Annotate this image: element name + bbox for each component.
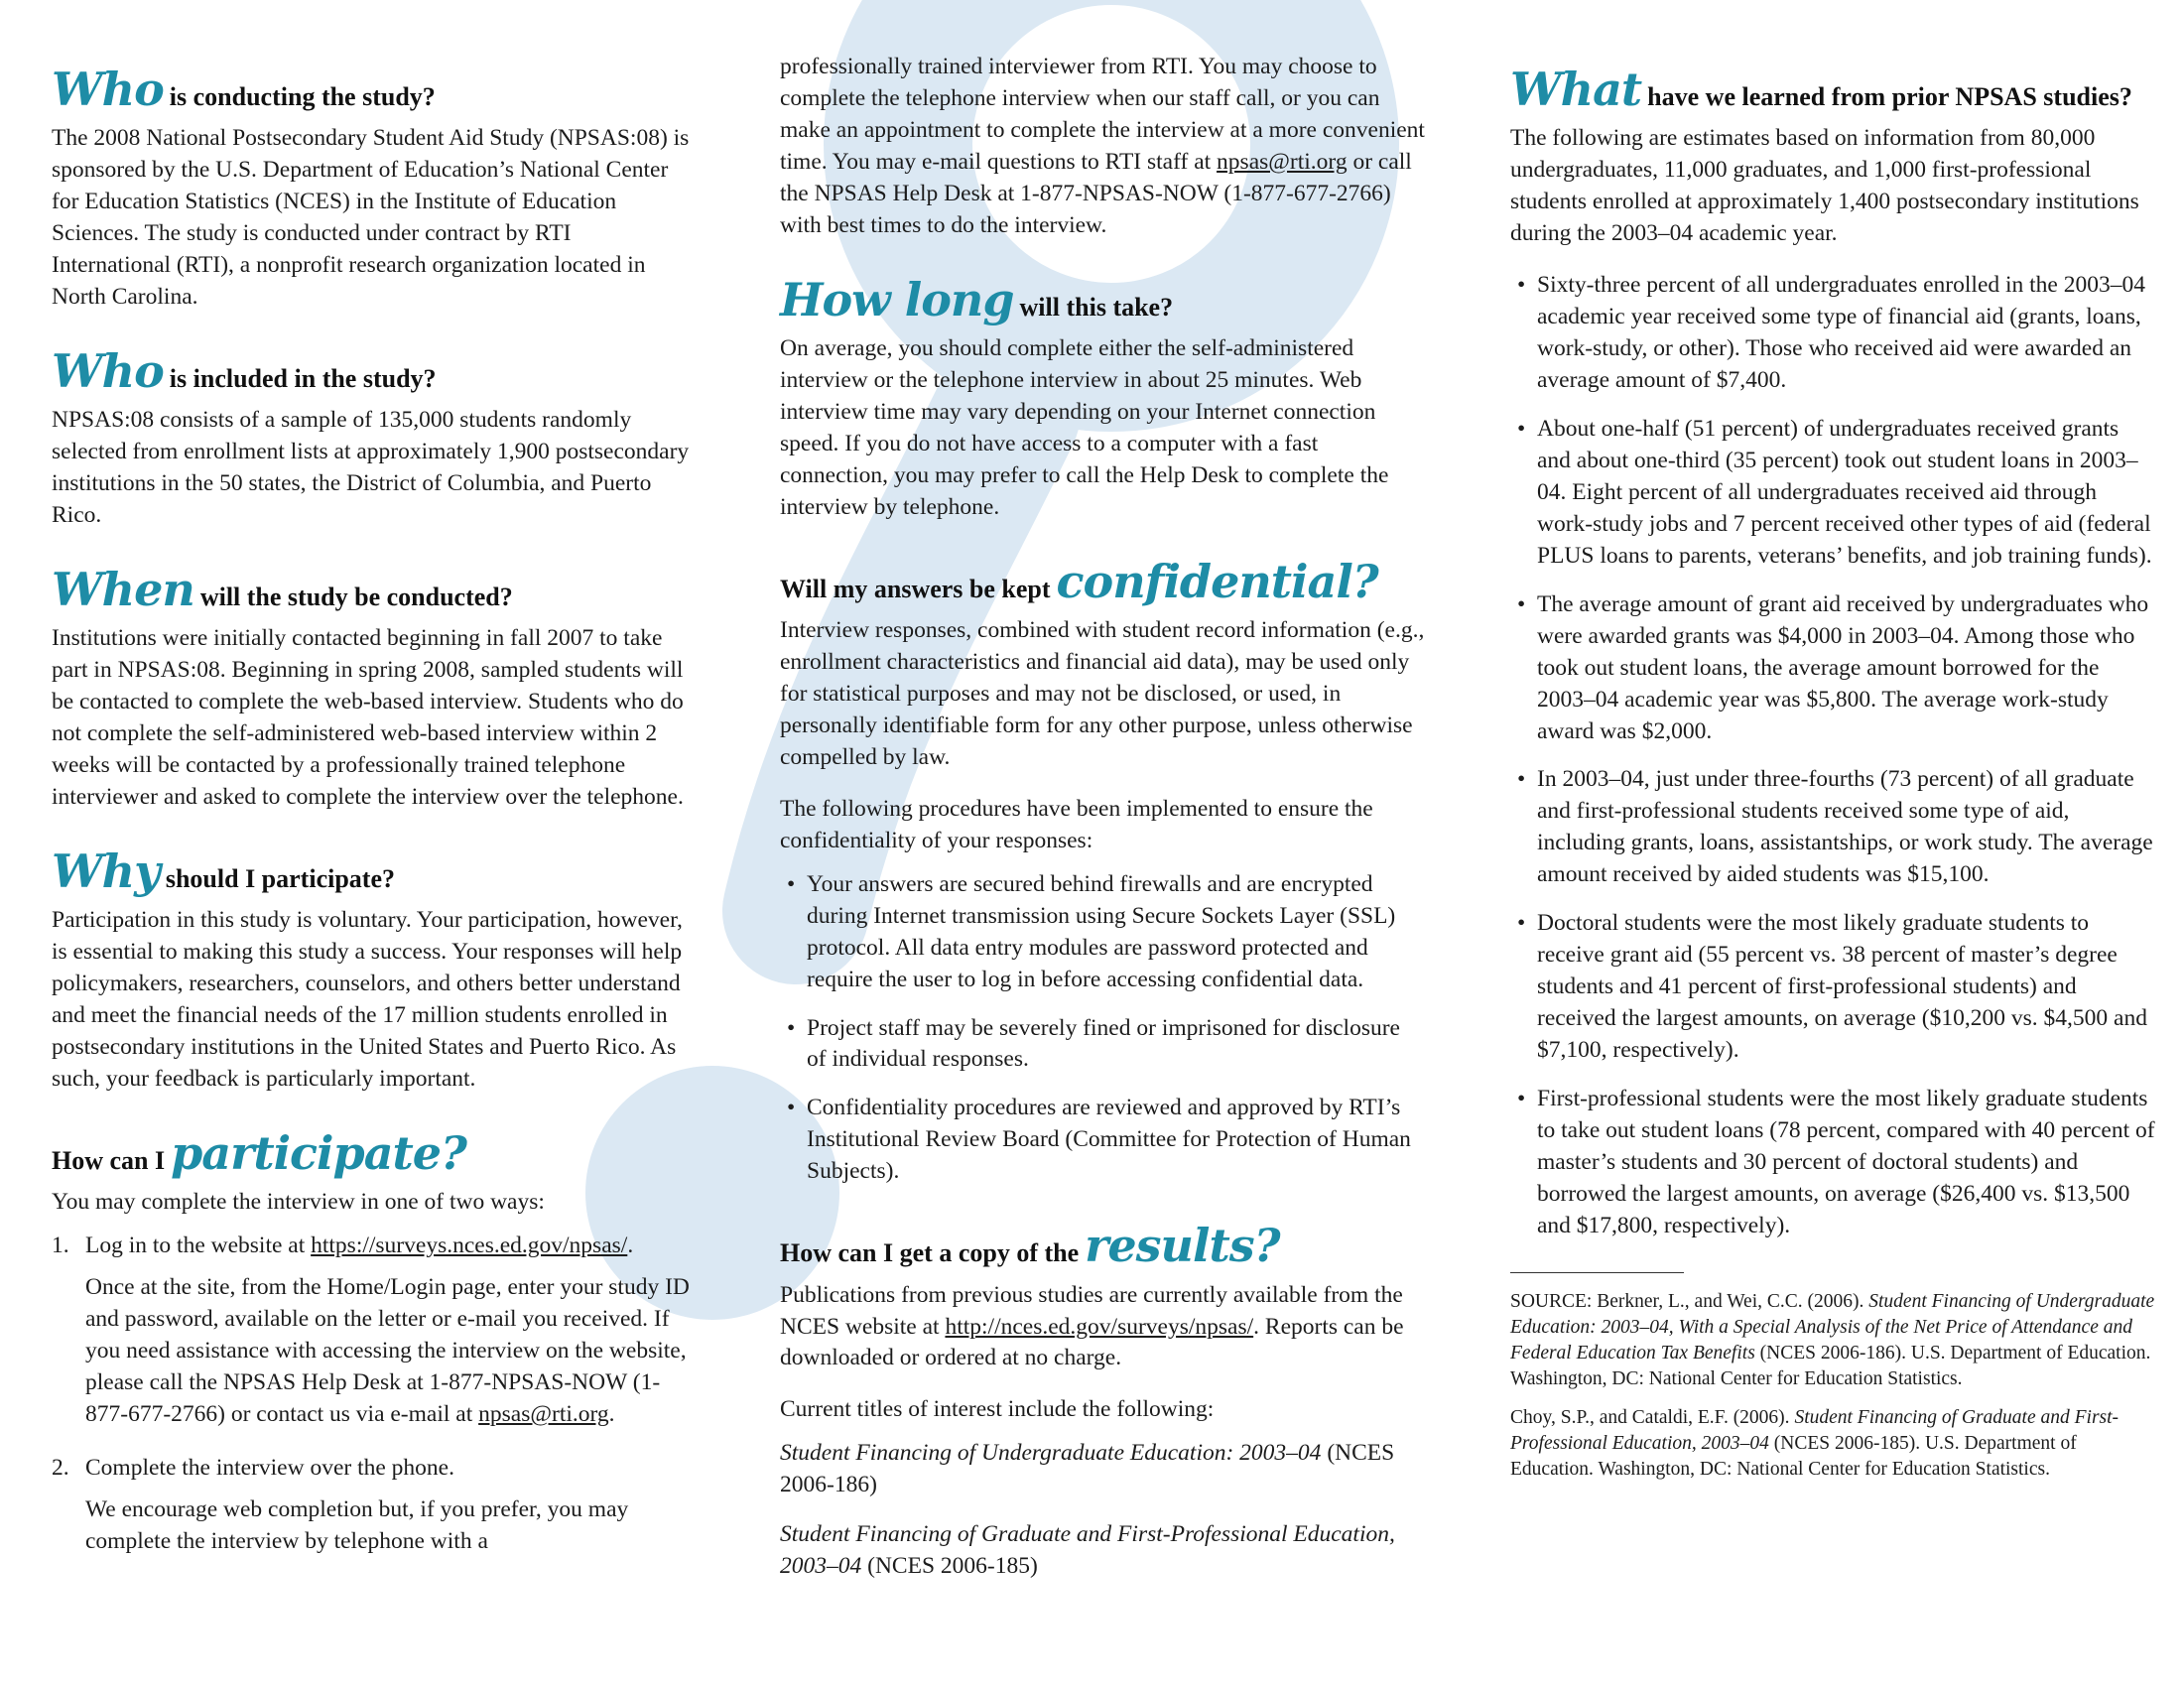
confidentiality-bullet: • Confidentiality procedures are reviewed and approved by RTI’s Institutional Review Board (Committee for Protection of Human Subjects). <box>780 1093 1425 1188</box>
findings-bullet: • In 2003–04, just under three-fourths (73 percent) of all graduate and first-professional students received some type of aid, including grants, loans, assistantships, or work study. The average amount received by aided students was $15,100. <box>1510 764 2157 891</box>
heading-script-when: When <box>52 563 194 617</box>
source-title: Student Financing of Undergraduate Education: 2003–04, With a Special Analysis of the Net Price of Attendance and Federal Education Tax Benefits <box>1510 1290 2155 1363</box>
source-divider <box>1510 1272 1684 1273</box>
heading-what-learned <box>1510 63 2157 116</box>
paragraph-who-conducting: The 2008 National Postsecondary Student Aid Study (NPSAS:08) is sponsored by the U.S. Department of Education’s National Center for Education Statistics (NCES) in the Institute of Education Sciences. The study is conducted under contract by RTI International (RTI), a nonprofit research organization located in North Carolina. <box>52 125 690 311</box>
results-post: . Reports can be downloaded or ordered at no charge. <box>780 1313 1404 1371</box>
heading-rest: will the study be conducted? <box>199 583 513 612</box>
paragraph-confidential-2: The following procedures have been implemented to ensure the confidentiality of your responses: <box>780 795 1373 853</box>
publication-code: (NCES 2006-185) <box>861 1553 1038 1580</box>
heading-rest: is included in the study? <box>169 364 437 394</box>
item-1-detail <box>85 1272 695 1431</box>
heading-script-confidential: confidential? <box>1056 554 1378 608</box>
heading-rest: should I participate? <box>165 864 395 894</box>
source-post: (NCES 2006-186). U.S. Department of Education. Washington, DC: National Center for Education Statistics. <box>1510 1342 2151 1389</box>
source-post: (NCES 2006-185). U.S. Department of Education. Washington, DC: National Center for Education Statistics. <box>1510 1433 2077 1481</box>
heading-how-participate <box>52 1126 695 1181</box>
item-number: 1. <box>52 1233 69 1259</box>
confidentiality-bullet: • Project staff may be severely fined or imprisoned for disclosure of individual responses. <box>780 1013 1425 1077</box>
paragraph-results <box>780 1280 1425 1375</box>
paragraph-current-titles: Current titles of interest include the following: <box>780 1396 1215 1423</box>
source-note-1 <box>1510 1289 2157 1392</box>
confidentiality-bullet: • Your answers are secured behind firewalls and are encrypted during Internet transmission using Secure Sockets Layer (SSL) protocol. All data entry modules are password protected and require the user to log in before accessing confidential data. <box>780 869 1425 996</box>
continuation-post: or call the NPSAS Help Desk at 1-877-NPSAS-NOW (1-877-677-2766) with best times to do the interview. <box>780 148 1412 238</box>
column-right <box>1510 65 2157 1496</box>
heading-script-what: What <box>1510 63 1642 116</box>
paragraph-two-ways: You may complete the interview in one of two ways: <box>52 1189 545 1216</box>
findings-bullet: • About one-half (51 percent) of undergraduates received grants and about one-third (35 percent) took out student loans in 2003–04. Eight percent of all undergraduates received aid through work-study jobs and 7 percent received other types of aid (federal PLUS loans to parents, veterans’ benefits, and job training funds). <box>1510 414 2157 573</box>
item-text-pre: Log in to the website at <box>85 1233 312 1259</box>
continuation-pre: professionally trained interviewer from RTI. You may choose to complete the telephone interview when our staff call, or you can make an appointment to complete the interview at a more convenient time. You may e-mail questions to RTI staff at <box>780 54 1425 175</box>
heading-rest: is conducting the study? <box>169 82 436 111</box>
publication-title: Student Financing of Undergraduate Education: 2003–04 <box>780 1440 1322 1467</box>
heading-rest: have we learned from prior NPSAS studies? <box>1647 82 2132 111</box>
item-text-post: . <box>627 1233 634 1259</box>
findings-bullet: • Doctoral students were the most likely graduate students to receive grant aid (55 percent vs. 38 percent of master’s degree students and 41 percent of first-professional students) and received the largest amounts, on average ($10,200 vs. $4,500 and $7,100, respectively). <box>1510 908 2157 1067</box>
paragraph-confidential-1: Interview responses, combined with student record information (e.g., enrollment characteristics and financial aid data), may be used only for statistical purposes and may not be disclosed, or used, in personally identifiable form for any other purpose, unless otherwise compelled by law. <box>780 617 1425 770</box>
publication-code: (NCES 2006-186) <box>780 1440 1395 1498</box>
nces-url-link[interactable]: http://nces.ed.gov/surveys/npsas/ <box>945 1313 1254 1340</box>
paragraph-how-long: On average, you should complete either the self-administered interview or the telephone interview in about 25 minutes. Web interview time may vary depending on your Internet connection speed. If you do not have access to a computer with a fast connection, you may prefer to call the Help Desk to complete the interview by telephone. <box>780 335 1389 520</box>
findings-bullet: • First-professional students were the most likely graduate students to take out student loans (78 percent, compared with 40 percent of master’s students and 30 percent of doctoral students) and borrowed the largest amounts, on average ($26,400 vs. $13,500 and $17,800, respectively). <box>1510 1084 2157 1242</box>
heading-who-included <box>52 344 695 399</box>
heading-when <box>52 563 695 617</box>
paragraph-why: Participation in this study is voluntary. Your participation, however, is essential to making this study a success. Your responses will help policymakers, researchers, counselors, and others better understand and meet the financial needs of the 17 million students enrolled in postsecondary institutions in the United States and Puerto Rico. As such, your feedback is particularly important. <box>52 907 683 1093</box>
heading-script-why: Why <box>52 844 160 899</box>
column-middle <box>780 52 1425 1601</box>
heading-results <box>780 1219 1425 1273</box>
heading-rest: will this take? <box>1019 292 1174 322</box>
numbered-item-2 <box>52 1453 695 1485</box>
heading-who-conducting <box>52 63 695 116</box>
source-note-2 <box>1510 1405 2157 1483</box>
item-1-detail-pre: Once at the site, from the Home/Login page, enter your study ID and password, available on the letter or e-mail you received. If you need assistance with accessing the interview on the website, please call the NPSAS Help Desk at 1-877-NPSAS-NOW (1-877-677-2766) or contact us via e-mail at <box>85 1274 690 1428</box>
publication-2 <box>780 1519 1425 1583</box>
heading-script-who: Who <box>52 63 164 116</box>
item-text <box>85 1231 695 1262</box>
continuation-paragraph <box>780 52 1425 242</box>
surveys-url-link[interactable]: https://surveys.nces.ed.gov/npsas/ <box>311 1233 628 1259</box>
publication-title: Student Financing of Graduate and First-Professional Education, 2003–04 <box>780 1521 1395 1580</box>
numbered-item-1 <box>52 1231 695 1262</box>
findings-bullet: • The average amount of grant aid received by undergraduates who were awarded grants was $4,000 in 2003–04. Among those who took out student loans, the average amount borrowed for the 2003–04 academic year was $5,800. The average work-study award was $2,000. <box>1510 589 2157 748</box>
column-left <box>52 65 695 1580</box>
results-pre: Publications from previous studies are currently available from the NCES website at <box>780 1281 1403 1340</box>
npsas-email-link[interactable]: npsas@rti.org <box>1217 148 1348 175</box>
source-pre: Choy, S.P., and Cataldi, E.F. (2006). <box>1510 1407 1795 1429</box>
heading-lead: How can I get a copy of the <box>780 1238 1080 1268</box>
paragraph-when: Institutions were initially contacted beginning in fall 2007 to take part in NPSAS:08. Beginning in spring 2008, sampled students will be contacted to complete the web-based interview. Students who do not complete the self-administered web-based interview within 2 weeks will be contacted by a professionally trained telephone interviewer and asked to complete the interview over the telephone. <box>52 625 684 811</box>
source-title: Student Financing of Graduate and First-Professional Education, 2003–04 <box>1510 1407 2120 1455</box>
item-number: 2. <box>52 1455 69 1482</box>
item-2-detail: We encourage web completion but, if you prefer, you may complete the interview by telephone with a <box>85 1496 629 1555</box>
heading-confidential <box>780 554 1425 608</box>
heading-lead: How can I <box>52 1146 166 1176</box>
paragraph-who-included: NPSAS:08 consists of a sample of 135,000 students randomly selected from enrollment lists at approximately 1,900 postsecondary institutions in the 50 states, the District of Columbia, and Puerto Rico. <box>52 407 690 529</box>
heading-script-how-long: How long <box>780 272 1014 326</box>
source-pre: SOURCE: Berkner, L., and Wei, C.C. (2006). <box>1510 1290 1869 1312</box>
paragraph-estimates: The following are estimates based on information from 80,000 undergraduates, 11,000 graduates, and 1,000 first-professional students enrolled at approximately 1,400 postsecondary institutions during the 2003–04 academic year. <box>1510 125 2139 247</box>
heading-script-who: Who <box>52 344 164 399</box>
item-1-detail-post: . <box>608 1401 615 1428</box>
heading-lead: Will my answers be kept <box>780 574 1051 603</box>
npsas-email-link[interactable]: npsas@rti.org <box>478 1401 609 1428</box>
heading-script-results: results? <box>1085 1219 1280 1273</box>
heading-how-long <box>780 272 1425 326</box>
publication-1 <box>780 1438 1425 1501</box>
heading-script-participate: participate? <box>171 1126 466 1181</box>
findings-bullet: • Sixty-three percent of all undergraduates enrolled in the 2003–04 academic year received some type of financial aid (grants, loans, work-study, or other). Those who received aid were awarded an average amount of $7,400. <box>1510 270 2157 397</box>
item-text: Complete the interview over the phone. <box>85 1455 454 1482</box>
heading-why <box>52 844 695 899</box>
